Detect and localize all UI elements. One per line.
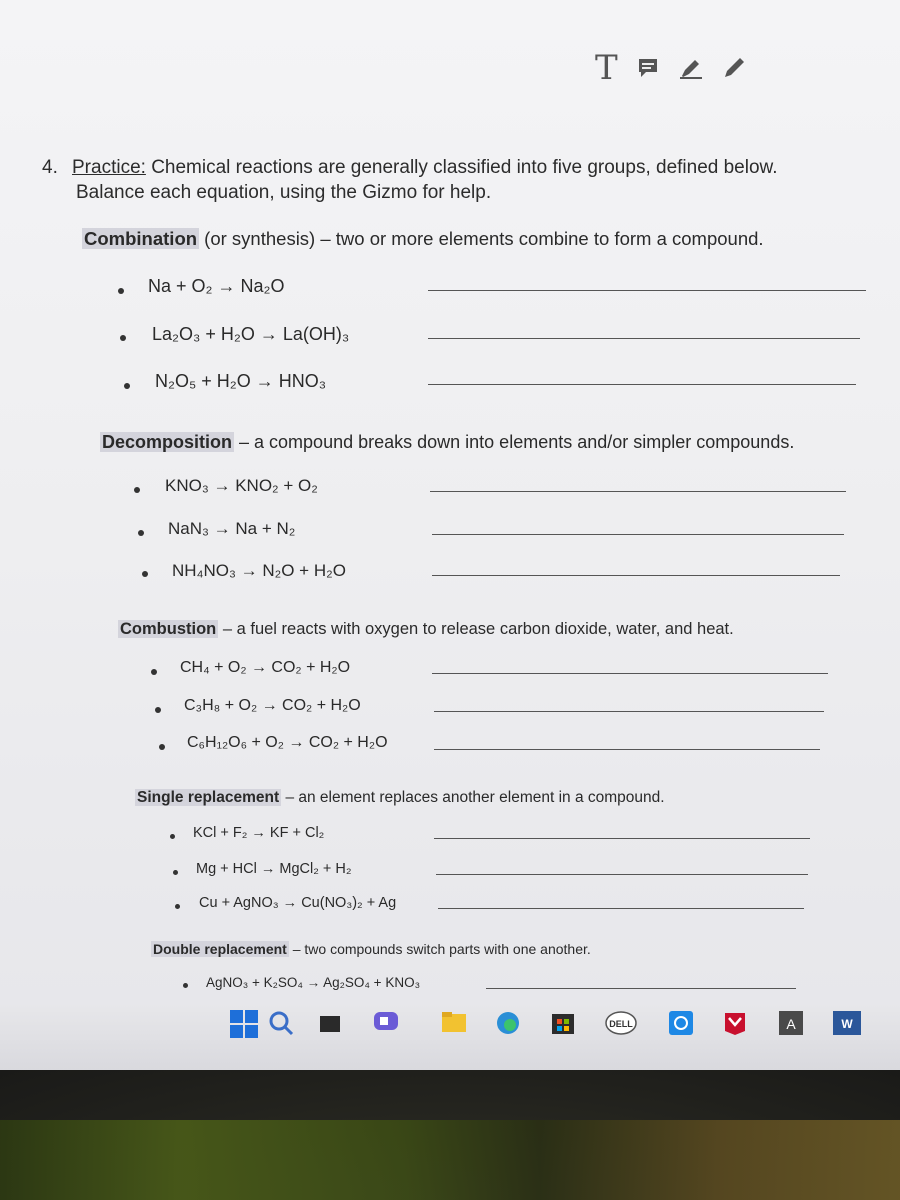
task-view-icon[interactable] <box>318 1012 338 1032</box>
section-title: Combustion <box>120 620 217 638</box>
double-replacement-heading <box>151 941 591 957</box>
combustion-heading <box>118 620 734 639</box>
answer-line[interactable] <box>428 384 856 385</box>
section-title: Decomposition <box>102 432 233 452</box>
highlighter-icon[interactable] <box>678 56 704 80</box>
app-icon[interactable] <box>668 1010 688 1030</box>
a-app-icon[interactable] <box>778 1010 798 1030</box>
single-replacement-heading <box>135 789 665 807</box>
answer-line[interactable] <box>432 534 844 535</box>
comment-icon[interactable] <box>636 56 660 80</box>
decomposition-heading <box>100 432 794 453</box>
answer-line[interactable] <box>428 290 866 291</box>
bullet <box>175 904 180 909</box>
bullet <box>120 335 126 341</box>
annotation-toolbar <box>595 48 748 88</box>
section-desc: – two compounds switch parts with one another. <box>288 941 591 957</box>
answer-line[interactable] <box>434 711 824 712</box>
equation: AgNO₃ + K₂SO₄ → Ag₂SO₄ + KNO₃ <box>206 975 421 990</box>
equation: Mg + HCl → MgCl₂ + H₂ <box>196 861 352 877</box>
equation: NaN₃ → Na + N₂ <box>168 519 296 538</box>
answer-line[interactable] <box>486 988 796 989</box>
question-4 <box>42 155 778 205</box>
store-icon[interactable] <box>550 1010 570 1030</box>
dell-icon[interactable] <box>604 1010 638 1030</box>
answer-line[interactable] <box>432 673 828 674</box>
section-title: Double replacement <box>153 941 287 957</box>
equation: KNO₃ → KNO₂ + O₂ <box>165 476 318 495</box>
answer-line[interactable] <box>432 575 840 576</box>
section-desc: – a compound breaks down into elements and/or simpler compounds. <box>234 432 795 452</box>
bullet <box>134 487 140 493</box>
answer-line[interactable] <box>428 338 860 339</box>
word-icon[interactable] <box>832 1010 852 1030</box>
dell-label: DELL <box>609 1019 633 1029</box>
answer-line[interactable] <box>430 491 846 492</box>
equation: La₂O₃ + H₂O → La(OH)₃ <box>152 324 350 344</box>
mcafee-icon[interactable] <box>722 1010 742 1030</box>
bullet <box>170 834 175 839</box>
practice-label: Practice: <box>72 157 146 178</box>
section-title: Single replacement <box>137 789 280 806</box>
answer-line[interactable] <box>436 874 808 875</box>
section-desc: – an element replaces another element in a compound. <box>281 789 665 806</box>
a-label: A <box>786 1016 796 1032</box>
pencil-icon[interactable] <box>722 56 748 80</box>
equation: CH₄ + O₂ → CO₂ + H₂O <box>180 659 351 676</box>
bullet <box>151 669 157 675</box>
chat-icon[interactable] <box>372 1010 392 1030</box>
question-line2: Balance each equation, using the Gizmo for help. <box>76 182 492 203</box>
equation: NH₄NO₃ → N₂O + H₂O <box>172 561 346 580</box>
equation: C₆H₁₂O₆ + O₂ → CO₂ + H₂O <box>187 734 388 751</box>
bullet <box>159 744 165 750</box>
bullet <box>183 983 188 988</box>
answer-line[interactable] <box>434 838 810 839</box>
answer-line[interactable] <box>438 908 804 909</box>
question-line1: Chemical reactions are generally classified into five groups, defined below. <box>145 157 778 178</box>
question-number: 4. <box>42 157 58 178</box>
bullet <box>173 870 178 875</box>
bullet <box>138 530 144 536</box>
bullet <box>155 707 161 713</box>
bullet <box>118 288 124 294</box>
bullet <box>142 571 148 577</box>
bullet <box>124 383 130 389</box>
equation: KCl + F₂ → KF + Cl₂ <box>193 825 325 841</box>
file-explorer-icon[interactable] <box>440 1010 460 1030</box>
w-label: W <box>841 1017 853 1031</box>
text-tool-icon[interactable]: T <box>595 48 618 88</box>
section-desc: – a fuel reacts with oxygen to release carbon dioxide, water, and heat. <box>218 620 734 638</box>
search-icon[interactable] <box>268 1010 288 1030</box>
desk-background <box>0 1120 900 1200</box>
equation: N₂O₅ + H₂O → HNO₃ <box>155 371 327 391</box>
answer-line[interactable] <box>434 749 820 750</box>
section-desc: (or synthesis) – two or more elements combine to form a compound. <box>199 228 764 249</box>
equation: C₃H₈ + O₂ → CO₂ + H₂O <box>184 697 361 714</box>
combination-heading <box>82 228 764 250</box>
windows-start-icon[interactable] <box>230 1010 250 1030</box>
equation: Cu + AgNO₃ → Cu(NO₃)₂ + Ag <box>199 895 397 911</box>
equation: Na + O₂ → Na₂O <box>148 276 285 296</box>
section-title: Combination <box>84 228 198 249</box>
edge-browser-icon[interactable] <box>495 1010 515 1030</box>
